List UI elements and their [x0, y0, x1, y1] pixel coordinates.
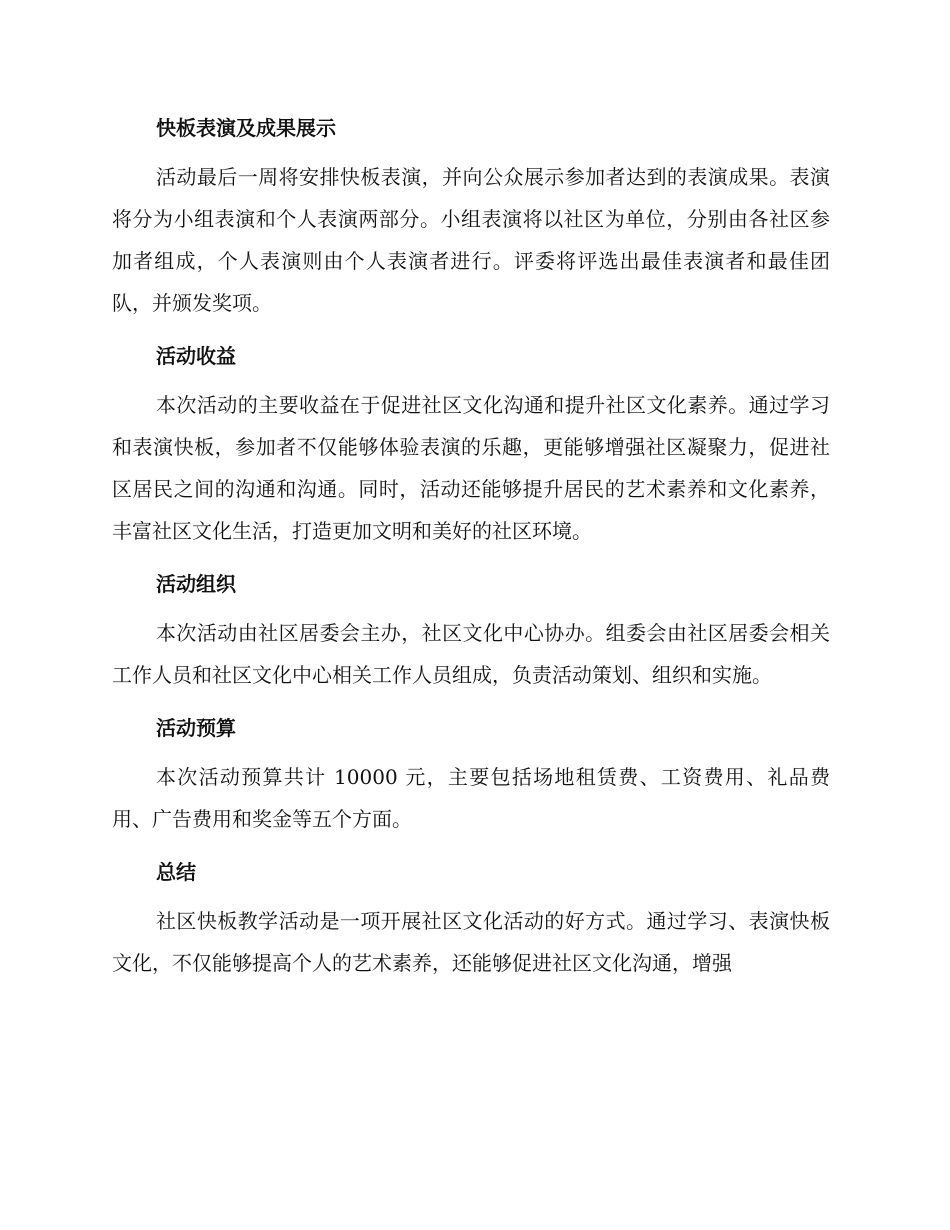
section-heading-budget: 活动预算: [156, 716, 236, 740]
section-paragraph-benefits: 本次活动的主要收益在于促进社区文化沟通和提升社区文化素养。通过学习和表演快板，参加者不仅能够体验表演的乐趣，更能够增强社区凝聚力，促进社区居民之间的沟通和沟通。同时，活动还能够提升居民的艺术素养和文化素养，丰富社区文化生活，打造更加文明和美好的社区环境。: [112, 393, 830, 543]
section-paragraph-organization: 本次活动由社区居委会主办，社区文化中心协办。组委会由社区居委会相关工作人员和社区文化中心相关工作人员组成，负责活动策划、组织和实施。: [112, 621, 830, 687]
section-paragraph-summary: 社区快板教学活动是一项开展社区文化活动的好方式。通过学习、表演快板文化，不仅能够提高个人的艺术素养，还能够促进社区文化沟通，增强: [112, 909, 830, 975]
section-paragraph-budget: 本次活动预算共计 10000 元，主要包括场地租赁费、工资费用、礼品费用、广告费用和奖金等五个方面。: [112, 765, 830, 831]
section-heading-performance: 快板表演及成果展示: [156, 116, 336, 140]
section-heading-summary: 总结: [156, 860, 196, 884]
section-paragraph-performance: 活动最后一周将安排快板表演，并向公众展示参加者达到的表演成果。表演将分为小组表演和个人表演两部分。小组表演将以社区为单位，分别由各社区参加者组成，个人表演则由个人表演者进行。评委将评选出最佳表演者和最佳团队，并颁发奖项。: [112, 165, 830, 315]
section-heading-benefits: 活动收益: [156, 344, 236, 368]
section-heading-organization: 活动组织: [156, 572, 236, 596]
document-page: [112, 108, 830, 996]
